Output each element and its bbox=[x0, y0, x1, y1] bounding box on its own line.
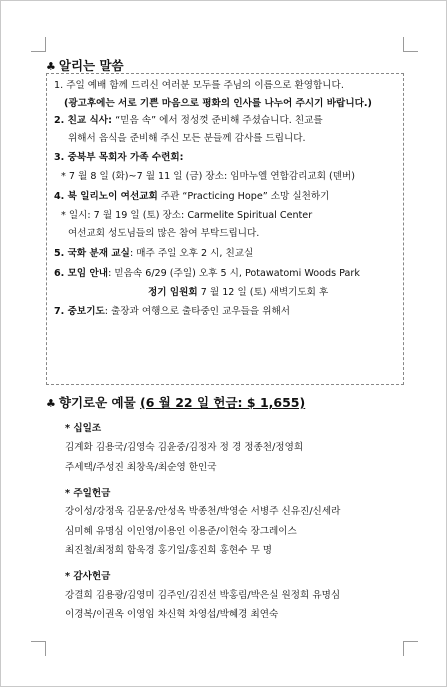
announcement-line: 4. 북 일리노이 여선교회 주관 “Practicing Hope” 소망 실천하기 bbox=[54, 191, 330, 202]
offering-title: 향기로운 예물 bbox=[58, 395, 136, 410]
announcement-line: 3. 중북부 목회자 가족 수련회: bbox=[54, 152, 184, 163]
offering-group-label: * 십일조 bbox=[65, 423, 102, 434]
announcement-line: (광고후에는 서로 기쁜 마음으로 평화의 인사를 나누어 주시기 바랍니다.) bbox=[64, 98, 372, 109]
offering-names-line: 주세택/주성진 최창욱/최순영 한인국 bbox=[65, 462, 217, 473]
offering-names-line: 김계화 김용국/김영숙 김윤중/김정자 정 경 정종천/정영희 bbox=[65, 442, 304, 453]
crop-mark-bottom-right bbox=[403, 641, 418, 656]
announcement-line: * 일시: 7 월 19 일 (토) 장소: Carmelite Spiritual Center bbox=[61, 210, 313, 221]
crop-mark-top-left bbox=[31, 37, 46, 52]
offering-names-line: 이경복/이권옥 이영임 차신혁 차영섭/박혜경 최연숙 bbox=[65, 609, 279, 620]
announcement-line: 7. 중보기도: 출장과 여행으로 출타중인 교우들을 위해서 bbox=[54, 306, 291, 317]
offering-names-line: 최진철/최정희 함욱경 홍기일/홍진희 홍현수 무 명 bbox=[65, 545, 273, 556]
announcement-line: 2. 친교 식사: “믿음 속” 에서 정성껏 준비해 주셨습니다. 친교를 bbox=[54, 115, 323, 126]
announcement-line: 정기 임원회 7 월 12 일 (토) 새벽기도회 후 bbox=[148, 287, 329, 298]
offering-group-label: * 감사헌금 bbox=[65, 571, 111, 582]
announcement-line: 6. 모임 안내: 믿음속 6/29 (주일) 오후 5 시, Potawatomi Woods Park bbox=[54, 268, 360, 279]
announcement-line: 5. 국화 분재 교실: 매주 주일 오후 2 시, 친교실 bbox=[54, 248, 254, 259]
club-icon: ♣ bbox=[46, 60, 56, 73]
crop-mark-top-right bbox=[403, 37, 418, 52]
club-icon: ♣ bbox=[46, 397, 56, 410]
announcement-line: 위해서 음식을 준비해 주신 모든 분들께 감사를 드립니다. bbox=[68, 133, 306, 144]
announcement-line: 1. 주일 예배 함께 드리신 여러분 모두를 주님의 이름으로 환영합니다. bbox=[54, 80, 344, 91]
announcements-heading bbox=[46, 56, 124, 74]
announcement-line: 여선교회 성도님들의 많은 참여 부탁드립니다. bbox=[68, 228, 260, 239]
offering-names-line: 심미혜 유명심 이인영/이용인 이용준/이현숙 장그레이스 bbox=[65, 526, 297, 537]
offering-heading bbox=[46, 393, 305, 411]
offering-group-label: * 주일헌금 bbox=[65, 488, 111, 499]
announcements-title: 알리는 말씀 bbox=[58, 58, 124, 73]
offering-names-line: 강결희 김용광/김영미 김주인/김진선 박홍림/박은실 원정희 유명심 bbox=[65, 590, 341, 601]
offering-names-line: 강이성/강정욱 김문웅/안성옥 박종천/박영순 서병주 신유진/신세라 bbox=[65, 506, 341, 517]
announcement-line: * 7 월 8 일 (화)~7 월 11 일 (금) 장소: 임마누엘 연합감리교회 (덴버) bbox=[61, 171, 356, 182]
crop-mark-bottom-left bbox=[31, 641, 46, 656]
offering-amount: (6 월 22 일 헌금: $ 1,655) bbox=[140, 395, 306, 410]
announcements-box bbox=[46, 73, 404, 385]
